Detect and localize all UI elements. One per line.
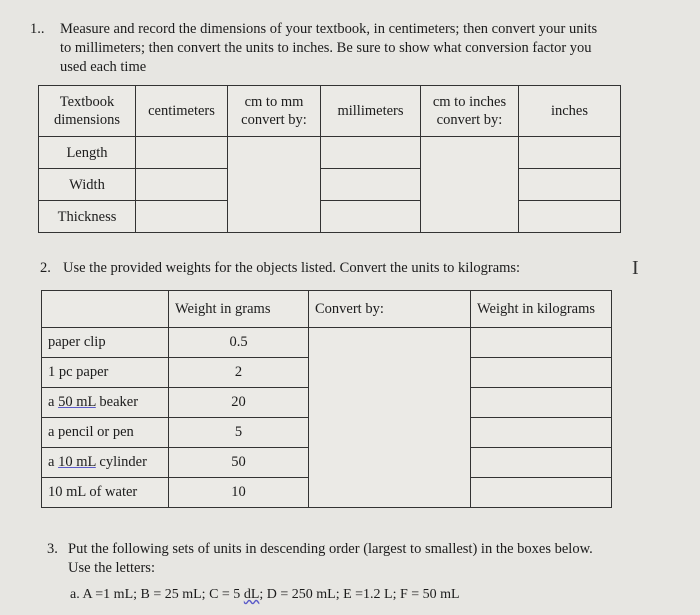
q1-line3: used each time (60, 59, 147, 75)
q3-number: 3. (47, 541, 58, 557)
convert-by-cell[interactable] (309, 328, 471, 508)
header-cm-to-mm: cm to mm convert by: (228, 86, 321, 137)
weight-grams: 0.5 (169, 328, 309, 358)
q1-line1: Measure and record the dimensions of your textbook, in centimeters; then convert your units (60, 21, 598, 37)
cm-to-inches-factor-cell[interactable] (421, 137, 519, 233)
header-convert-by: Convert by: (309, 291, 471, 328)
q2-instructions: Use the provided weights for the objects listed. Convert the units to kilograms: (63, 260, 521, 276)
header-object (42, 291, 169, 328)
width-inches-cell[interactable] (519, 169, 621, 201)
header-cm-to-inches: cm to inches convert by: (421, 86, 519, 137)
row-label-thickness: Thickness (39, 201, 136, 233)
header-centimeters: centimeters (136, 86, 228, 137)
thickness-mm-cell[interactable] (321, 201, 421, 233)
weight-kg-cell[interactable] (471, 358, 612, 388)
cm-to-mm-factor-cell[interactable] (228, 137, 321, 233)
weight-kg-cell[interactable] (471, 418, 612, 448)
length-inches-cell[interactable] (519, 137, 621, 169)
object-name: a 50 mL beaker (42, 388, 169, 418)
object-name: paper clip (42, 328, 169, 358)
weight-kg-cell[interactable] (471, 448, 612, 478)
q3-instructions (68, 540, 668, 578)
object-name: 10 mL of water (42, 478, 169, 508)
header-textbook-dimensions: Textbook dimensions (39, 86, 136, 137)
header-weight-kg: Weight in kilograms (471, 291, 612, 328)
width-cm-cell[interactable] (136, 169, 228, 201)
weights-table (41, 290, 612, 508)
header-weight-grams: Weight in grams (169, 291, 309, 328)
row-label-width: Width (39, 169, 136, 201)
weight-kg-cell[interactable] (471, 478, 612, 508)
weight-grams: 5 (169, 418, 309, 448)
weight-grams: 20 (169, 388, 309, 418)
text-cursor-icon: I (632, 257, 639, 279)
q1-line2: to millimeters; then convert the units to inches. Be sure to show what conversion factor you (60, 40, 592, 56)
thickness-inches-cell[interactable] (519, 201, 621, 233)
weight-grams: 50 (169, 448, 309, 478)
q2-number: 2. (40, 260, 51, 276)
q3-line1: Put the following sets of units in descending order (largest to smallest) in the boxes below. (68, 541, 593, 557)
weight-grams: 2 (169, 358, 309, 388)
q3-line2: Use the letters: (68, 560, 155, 576)
q1-number: 1.. (30, 21, 45, 37)
q1-instructions (60, 20, 660, 77)
row-label-length: Length (39, 137, 136, 169)
object-name: 1 pc paper (42, 358, 169, 388)
thickness-cm-cell[interactable] (136, 201, 228, 233)
length-cm-cell[interactable] (136, 137, 228, 169)
header-inches: inches (519, 86, 621, 137)
width-mm-cell[interactable] (321, 169, 421, 201)
length-mm-cell[interactable] (321, 137, 421, 169)
header-millimeters: millimeters (321, 86, 421, 137)
q3-item-a: a. A =1 mL; B = 25 mL; C = 5 dL; D = 250 mL; E =1.2 L; F = 50 mL (70, 587, 460, 602)
weight-kg-cell[interactable] (471, 388, 612, 418)
object-name: a pencil or pen (42, 418, 169, 448)
weight-kg-cell[interactable] (471, 328, 612, 358)
object-name: a 10 mL cylinder (42, 448, 169, 478)
weight-grams: 10 (169, 478, 309, 508)
textbook-dimensions-table (38, 85, 621, 233)
